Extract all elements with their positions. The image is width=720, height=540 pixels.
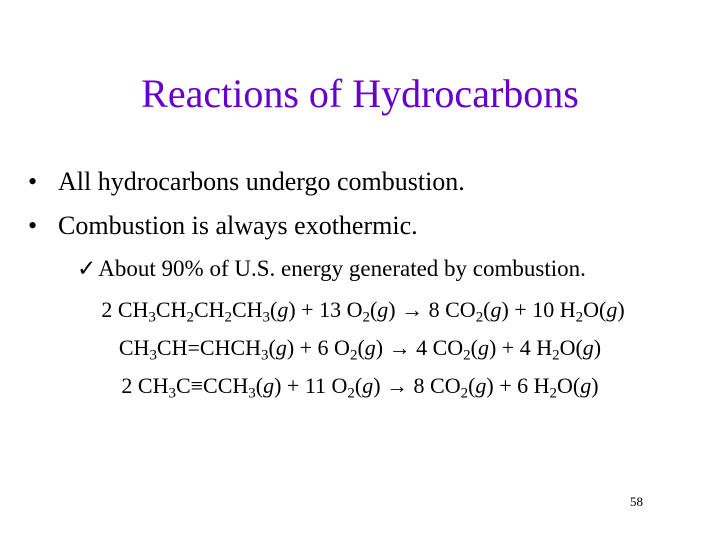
equation-butane-combustion: 2 $CH_3CH_2CH_2CH_3(g) + 13$ $O_2(g) \to 8$ $CO_2(g) + 10$ $H_2O(g)$ <box>101 297 625 326</box>
bullet-text: Combustion is always exothermic. <box>58 211 418 240</box>
slide-title: Reactions of Hydrocarbons <box>141 71 579 116</box>
bullet-dot-icon: • <box>28 211 38 240</box>
sub-bullet-text: About 90% of U.S. energy generated by combustion. <box>98 256 586 281</box>
bullet-item <box>28 166 465 198</box>
bullet-dot-icon: • <box>28 167 38 196</box>
equation-butene-combustion: $CH_3CH=CHCH_3(g) + 6$ $O_2(g) \to 4$ $CO_2(g) + 4$ $H_2O(g)$ <box>118 335 602 364</box>
bullet-text: All hydrocarbons undergo combustion. <box>58 167 465 196</box>
checkmark-icon: ✓ <box>77 256 97 281</box>
equation-butyne-combustion: 2 $CH_3C\equiv CCH_3(g) + 11$ $O_2(g) \to 8$ $CO_2(g) + 6$ $H_2O(g)$ <box>121 373 599 402</box>
page-number: 58 <box>630 494 643 509</box>
sub-bullet <box>77 254 586 284</box>
bullet-item <box>28 210 418 242</box>
